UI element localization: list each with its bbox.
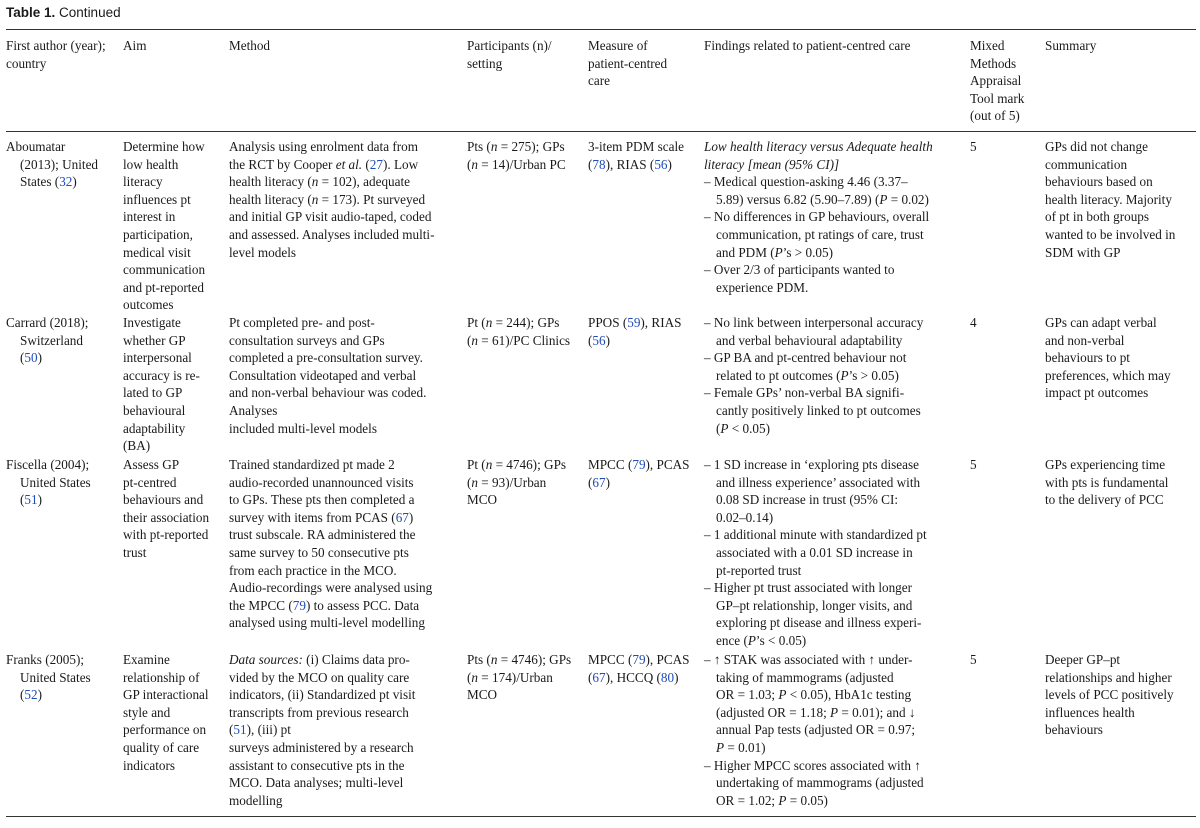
- row-1-aim-line: interest in: [123, 209, 176, 225]
- row-2-findings-line: – Female GPs’ non-verbal BA signifi-: [704, 385, 905, 401]
- row-1-aim-line: communication: [123, 262, 206, 278]
- row-2-aim-line: adaptability: [123, 420, 186, 436]
- row-2-method-line: included multi-level models: [229, 420, 377, 436]
- header-findings-line: Findings related to patient-centred care: [704, 38, 911, 53]
- row-3-aim-line: Assess GP: [123, 457, 180, 472]
- row-2-author-line: (50): [20, 350, 42, 366]
- row-1-participants: [467, 138, 583, 173]
- row-3-method-line: Trained standardized pt made 2: [229, 457, 395, 472]
- row-2-method-line: consultation surveys and GPs: [229, 332, 385, 348]
- row-3-participants-line: MCO: [467, 492, 498, 508]
- row-4-findings-line: – ↑ STAK was associated with ↑ under-: [704, 652, 913, 667]
- row-4-measure-line: MPCC (79), PCAS: [588, 652, 690, 667]
- bottom-rule: [6, 816, 1196, 817]
- row-3-author: [6, 456, 118, 509]
- table-caption-label: Table 1.: [6, 5, 56, 20]
- row-3-method-line: same survey to 50 consecutive pts: [229, 544, 409, 560]
- row-3-method-line: trust subscale. RA administered the: [229, 527, 416, 543]
- row-1-mmat: [970, 138, 1040, 156]
- row-3-author-line: (51): [20, 492, 42, 508]
- row-4-mmat-line: 5: [970, 652, 977, 667]
- row-4-method-line: modelling: [229, 792, 283, 808]
- row-3-method-line: survey with items from PCAS (67): [229, 509, 414, 525]
- row-4-findings-line: (adjusted OR = 1.18; P = 0.01); and ↓: [716, 704, 916, 720]
- header-summary-line: Summary: [1045, 38, 1097, 53]
- row-2-author: [6, 314, 118, 367]
- row-3-findings-line: 0.08 SD increase in trust (95% CI:: [716, 492, 899, 508]
- row-1-aim-line: low health: [123, 156, 179, 172]
- header-aim: [123, 37, 223, 55]
- row-4-mmat: [970, 651, 1040, 669]
- header-method: [229, 37, 461, 55]
- table-caption: [6, 5, 121, 20]
- row-4-method: [229, 651, 461, 809]
- row-4-aim-line: Examine: [123, 652, 170, 667]
- row-2-aim-line: Investigate: [123, 315, 181, 330]
- row-4-author-line: Franks (2005);: [6, 652, 85, 667]
- row-2-findings-line: related to pt outcomes (P’s > 0.05): [716, 367, 899, 383]
- row-1-aim-line: participation,: [123, 226, 193, 242]
- row-1-findings-line: communication, pt ratings of care, trust: [716, 226, 924, 242]
- row-3-author-line: Fiscella (2004);: [6, 457, 90, 472]
- row-2-mmat-line: 4: [970, 315, 977, 330]
- row-4-participants: [467, 651, 583, 704]
- row-1-findings-line: – No differences in GP behaviours, overall: [704, 209, 930, 225]
- row-3-findings-line: associated with a 0.01 SD increase in: [716, 544, 913, 560]
- header-author-line: First author (year);: [6, 38, 106, 53]
- row-4-author-line: United States: [20, 669, 91, 685]
- header-mmat-line: Methods: [970, 55, 1017, 71]
- row-4-findings-line: annual Pap tests (adjusted OR = 0.97;: [716, 722, 915, 738]
- row-2-summary-line: impact pt outcomes: [1045, 385, 1149, 401]
- row-1-summary-line: health literacy. Majority: [1045, 191, 1172, 207]
- row-4-method-line: assistant to consecutive pts in the: [229, 757, 405, 773]
- row-2-summary-line: GPs can adapt verbal: [1045, 315, 1157, 330]
- row-1-aim-line: Determine how: [123, 139, 205, 154]
- row-4-measure: [588, 651, 698, 686]
- row-2-author-line: Switzerland: [20, 332, 83, 348]
- header-rule: [6, 131, 1196, 132]
- row-4-findings-line: P = 0.01): [716, 739, 766, 755]
- row-1-method-line: and initial GP visit audio-taped, coded: [229, 209, 432, 225]
- row-1-participants-line: (n = 14)/Urban PC: [467, 156, 566, 172]
- row-2-aim-line: lated to GP: [123, 385, 183, 401]
- row-4-method-line: surveys administered by a research: [229, 739, 414, 755]
- row-1-summary-line: communication: [1045, 156, 1128, 172]
- row-3-method-line: analysed using multi-level modelling: [229, 615, 425, 631]
- row-3-findings-line: exploring pt disease and illness experi-: [716, 615, 922, 631]
- row-4-aim-line: performance on: [123, 722, 207, 738]
- row-4-findings-line: OR = 1.02; P = 0.05): [716, 792, 828, 808]
- row-1-participants-line: Pts (n = 275); GPs: [467, 139, 565, 154]
- row-3-findings-line: 0.02–0.14): [716, 509, 774, 525]
- row-2-method-line: Consultation videotaped and verbal: [229, 367, 417, 383]
- header-author: [6, 37, 118, 72]
- row-3-aim-line: trust: [123, 544, 147, 560]
- row-3-summary-line: GPs experiencing time: [1045, 457, 1166, 472]
- row-1-method-line: health literacy (n = 173). Pt surveyed: [229, 191, 426, 207]
- row-1-author-line: States (32): [20, 174, 77, 190]
- row-3-aim-line: their association: [123, 509, 210, 525]
- header-aim-line: Aim: [123, 38, 147, 53]
- header-measure-line: Measure of: [588, 38, 648, 53]
- row-2-participants-line: (n = 61)/PC Clinics: [467, 332, 571, 348]
- row-2-summary-line: preferences, which may: [1045, 367, 1171, 383]
- row-1-aim: [123, 138, 223, 314]
- row-2-participants-line: Pt (n = 244); GPs: [467, 315, 560, 330]
- header-findings: [704, 37, 964, 55]
- row-1-findings-line: – Medical question-asking 4.46 (3.37–: [704, 174, 908, 190]
- row-2-participants: [467, 314, 583, 349]
- row-4-findings-line: OR = 1.03; P < 0.05), HbA1c testing: [716, 687, 912, 703]
- row-4-aim-line: style and: [123, 704, 171, 720]
- row-1-findings-line: 5.89) versus 6.82 (5.90–7.89) (P = 0.02): [716, 191, 929, 207]
- row-3-method-line: to GPs. These pts then completed a: [229, 492, 415, 508]
- header-participants: [467, 37, 583, 72]
- row-2-method-line: completed a pre-consultation survey.: [229, 350, 423, 366]
- row-2-summary-line: behaviours to pt: [1045, 350, 1130, 366]
- row-2-method: [229, 314, 461, 437]
- row-1-author-line: (2013); United: [20, 156, 99, 172]
- row-3-participants-line: Pt (n = 4746); GPs: [467, 457, 567, 472]
- row-3-findings-line: – Higher pt trust associated with longer: [704, 580, 913, 596]
- row-4-findings-line: taking of mammograms (adjusted: [716, 669, 894, 685]
- row-3-participants-line: (n = 93)/Urban: [467, 474, 547, 490]
- row-2-aim-line: (BA): [123, 438, 151, 454]
- row-3-measure: [588, 456, 698, 491]
- row-2-aim-line: interpersonal: [123, 350, 192, 366]
- row-1-findings-line: literacy [mean (95% CI)]: [704, 156, 840, 172]
- row-2-measure-line: (56): [588, 332, 610, 348]
- row-1-findings-line: Low health literacy versus Adequate health: [704, 139, 933, 154]
- row-2-findings-line: (P < 0.05): [716, 420, 770, 436]
- row-4-participants-line: Pts (n = 4746); GPs: [467, 652, 572, 667]
- row-2-findings-line: cantly positively linked to pt outcomes: [716, 402, 921, 418]
- row-4-aim-line: indicators: [123, 757, 176, 773]
- table-caption-text: Continued: [59, 5, 121, 20]
- row-1-summary-line: GPs did not change: [1045, 139, 1148, 154]
- row-4-findings-line: – Higher MPCC scores associated with ↑: [704, 757, 921, 773]
- row-3-findings-line: – 1 additional minute with standardized pt: [704, 527, 927, 543]
- row-4-summary: [1045, 651, 1195, 739]
- row-1-author: [6, 138, 118, 191]
- row-4-method-line: vided by the MCO on quality care: [229, 669, 410, 685]
- row-3-findings-line: GP–pt relationship, longer visits, and: [716, 597, 913, 613]
- header-method-line: Method: [229, 38, 271, 53]
- row-1-aim-line: medical visit: [123, 244, 191, 260]
- row-4-participants-line: MCO: [467, 687, 498, 703]
- row-4-aim-line: relationship of: [123, 669, 200, 685]
- row-4-summary-line: levels of PCC positively: [1045, 687, 1174, 703]
- row-4-summary-line: Deeper GP–pt: [1045, 652, 1121, 667]
- row-3-method-line: Audio-recordings were analysed using: [229, 580, 433, 596]
- row-3-mmat-line: 5: [970, 457, 977, 472]
- row-3-findings-line: and illness experience’ associated with: [716, 474, 921, 490]
- row-3-summary-line: to the delivery of PCC: [1045, 492, 1164, 508]
- row-2-summary: [1045, 314, 1195, 402]
- row-3-author-line: United States: [20, 474, 91, 490]
- row-3-measure-line: (67): [588, 474, 610, 490]
- header-measure-line: patient-centred: [588, 55, 668, 71]
- row-1-summary-line: wanted to be involved in: [1045, 226, 1176, 242]
- row-1-method-line: health literacy (n = 102), adequate: [229, 174, 410, 190]
- row-4-method-line: MCO. Data analyses; multi-level: [229, 775, 404, 791]
- row-1-summary-line: of pt in both groups: [1045, 209, 1150, 225]
- header-participants-line: setting: [467, 55, 503, 71]
- row-2-author-line: Carrard (2018);: [6, 315, 89, 330]
- row-2-method-line: and non-verbal behaviour was coded.: [229, 385, 427, 401]
- row-3-findings-line: pt-reported trust: [716, 562, 802, 578]
- row-2-findings-line: – GP BA and pt-centred behaviour not: [704, 350, 907, 366]
- row-4-author: [6, 651, 118, 704]
- row-4-summary-line: influences health: [1045, 704, 1135, 720]
- row-3-aim: [123, 456, 223, 562]
- row-2-method-line: Analyses: [229, 402, 278, 418]
- row-1-summary-line: SDM with GP: [1045, 244, 1121, 260]
- row-2-findings: [704, 314, 964, 437]
- row-1-method-line: level models: [229, 244, 297, 260]
- row-1-findings: [704, 138, 964, 296]
- header-mmat-line: (out of 5): [970, 108, 1020, 124]
- header-measure-line: care: [588, 73, 610, 89]
- row-3-findings-line: ence (P’s < 0.05): [716, 632, 807, 648]
- row-4-participants-line: (n = 174)/Urban: [467, 669, 553, 685]
- header-summary: [1045, 37, 1195, 55]
- row-2-method-line: Pt completed pre- and post-: [229, 315, 375, 330]
- row-4-summary-line: relationships and higher: [1045, 669, 1172, 685]
- row-1-findings-line: – Over 2/3 of participants wanted to: [704, 262, 895, 278]
- row-1-measure-line: (78), RIAS (56): [588, 156, 672, 172]
- row-1-findings-line: and PDM (P’s > 0.05): [716, 244, 833, 260]
- row-1-aim-line: outcomes: [123, 297, 174, 313]
- row-2-aim-line: behavioural: [123, 402, 186, 418]
- row-3-aim-line: pt-centred: [123, 474, 177, 490]
- row-4-aim-line: quality of care: [123, 739, 200, 755]
- row-2-measure-line: PPOS (59), RIAS: [588, 315, 682, 330]
- row-3-summary: [1045, 456, 1195, 509]
- row-2-findings-line: and verbal behavioural adaptability: [716, 332, 903, 348]
- row-4-aim-line: GP interactional: [123, 687, 209, 703]
- row-3-participants: [467, 456, 583, 509]
- row-2-measure: [588, 314, 698, 349]
- header-author-line: country: [6, 55, 47, 71]
- header-mmat: [970, 37, 1040, 125]
- row-2-findings-line: – No link between interpersonal accuracy: [704, 315, 924, 330]
- header-mmat-line: Tool mark: [970, 90, 1025, 106]
- row-1-method-line: and assessed. Analyses included multi-: [229, 226, 435, 242]
- row-3-method-line: from each practice in the MCO.: [229, 562, 397, 578]
- row-1-aim-line: influences pt: [123, 191, 191, 207]
- row-1-aim-line: and pt-reported: [123, 279, 204, 295]
- row-3-aim-line: with pt-reported: [123, 527, 209, 543]
- row-4-findings: [704, 651, 964, 809]
- row-4-findings-line: undertaking of mammograms (adjusted: [716, 775, 924, 791]
- row-3-measure-line: MPCC (79), PCAS: [588, 457, 690, 472]
- top-rule: [6, 29, 1196, 30]
- row-1-method: [229, 138, 461, 261]
- row-1-author-line: Aboumatar: [6, 139, 66, 154]
- header-mmat-line: Appraisal: [970, 73, 1022, 89]
- row-4-summary-line: behaviours: [1045, 722, 1103, 738]
- row-1-summary: [1045, 138, 1195, 261]
- row-2-summary-line: and non-verbal: [1045, 332, 1125, 348]
- row-1-findings-line: experience PDM.: [716, 279, 809, 295]
- row-3-findings-line: – 1 SD increase in ‘exploring pts disease: [704, 457, 919, 472]
- row-1-measure-line: 3-item PDM scale: [588, 139, 684, 154]
- row-1-method-line: the RCT by Cooper et al. (27). Low: [229, 156, 419, 172]
- row-2-aim: [123, 314, 223, 455]
- row-3-aim-line: behaviours and: [123, 492, 204, 508]
- row-4-aim: [123, 651, 223, 774]
- header-measure: [588, 37, 698, 90]
- row-3-summary-line: with pts is fundamental: [1045, 474, 1169, 490]
- header-participants-line: Participants (n)/: [467, 38, 552, 53]
- row-4-author-line: (52): [20, 687, 42, 703]
- row-3-findings: [704, 456, 964, 650]
- row-1-measure: [588, 138, 698, 173]
- row-1-mmat-line: 5: [970, 139, 977, 154]
- row-3-mmat: [970, 456, 1040, 474]
- row-4-method-line: indicators, (ii) Standardized pt visit: [229, 687, 416, 703]
- row-1-method-line: Analysis using enrolment data from: [229, 139, 418, 154]
- row-4-method-line: (51), (iii) pt: [229, 722, 291, 738]
- row-1-aim-line: literacy: [123, 174, 163, 190]
- row-2-aim-line: accuracy is re-: [123, 367, 200, 383]
- row-3-method: [229, 456, 461, 632]
- row-2-aim-line: whether GP: [123, 332, 186, 348]
- row-3-method-line: audio-recorded unannounced visits: [229, 474, 414, 490]
- row-1-summary-line: behaviours based on: [1045, 174, 1153, 190]
- row-4-method-line: Data sources: (i) Claims data pro-: [229, 652, 410, 667]
- header-mmat-line: Mixed: [970, 38, 1005, 53]
- row-4-measure-line: (67), HCCQ (80): [588, 669, 679, 685]
- row-3-method-line: the MPCC (79) to assess PCC. Data: [229, 597, 420, 613]
- row-4-method-line: transcripts from previous research: [229, 704, 409, 720]
- row-2-mmat: [970, 314, 1040, 332]
